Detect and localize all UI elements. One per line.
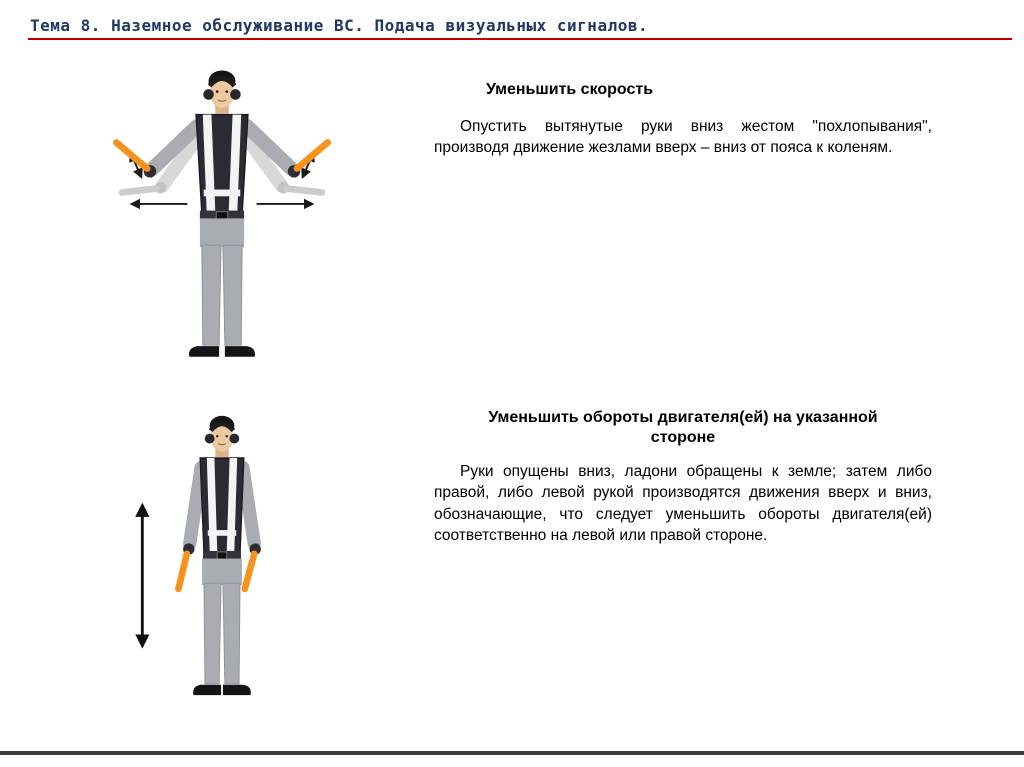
title-underline [28,38,1012,40]
section-body: Опустить вытянутые руки вниз жестом "похлопывания", производя движение жезлами вверх – вниз от пояса к коленям. [434,118,932,157]
legs [189,218,255,356]
legs [193,559,251,696]
section-heading: Уменьшить скорость [486,81,654,98]
section-body: Руки опущены вниз, ладони обращены к земле; затем либо правой, либо левой рукой производятся движения вверх и вниз, обозначающие, что следует уменьшить обороты двигателя(ей) соответственно на левой или правой стороне. [434,463,932,545]
section-text-slow-down [434,80,932,159]
marshaller-figure-icon [127,403,317,716]
vest [200,458,244,560]
marshaller-slow-down-illustration [97,57,347,374]
slide-bottom-border [0,751,1024,755]
marshaller-figure-icon [97,57,347,374]
marshaller-reduce-rpm-illustration [127,403,317,716]
slide-title: Тема 8. Наземное обслуживание ВС. Подача визуальных сигналов. [30,16,649,35]
section-text-reduce-rpm [434,408,932,547]
vest [196,115,248,222]
head [203,70,240,113]
head [205,416,240,457]
section-heading: Уменьшить обороты двигателя(ей) на указанной стороне [488,409,878,446]
